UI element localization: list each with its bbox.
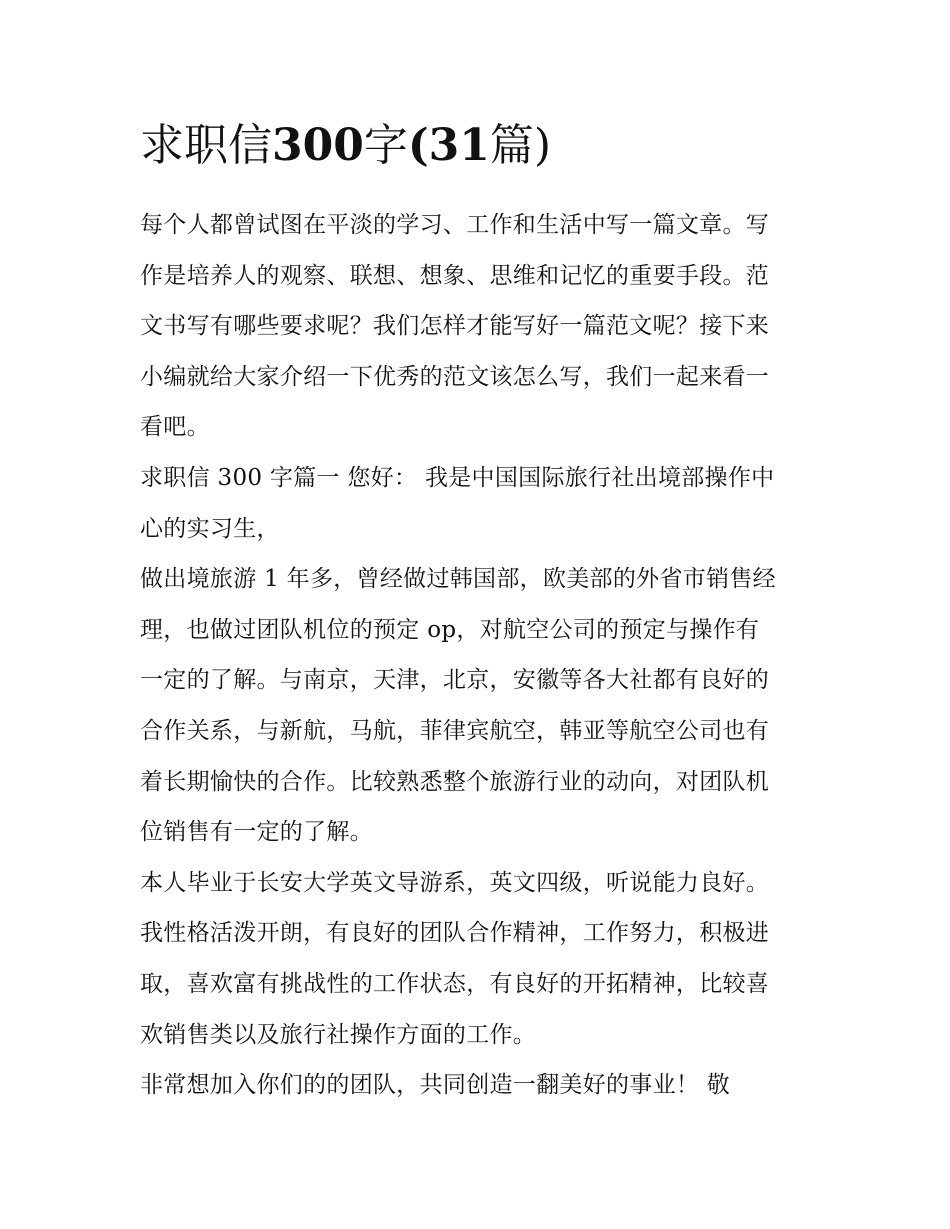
page-title (140, 115, 812, 177)
text-line: 理，也做过团队机位的预定 op，对航空公司的预定与操作有 (140, 616, 760, 643)
document-content (140, 115, 812, 1111)
text-line: 作是培养人的观察、联想、想象、思维和记忆的重要手段。范 (140, 262, 770, 289)
document-body (140, 200, 812, 1111)
text-line: 非常想加入你们的的团队，共同创造一翻美好的事业！ 敬 (140, 1072, 731, 1099)
title-part: 字 (363, 120, 408, 171)
text-line: 做出境旅游 1 年多，曾经做过韩国部，欧美部的外省市销售经 (140, 566, 776, 593)
text-line: 文书写有哪些要求呢？我们怎样才能写好一篇范文呢？接下来 (140, 313, 770, 340)
title-part: 300 (272, 120, 364, 171)
paragraph-intro (140, 200, 812, 453)
text-line: 一定的了解。与南京，天津，北京，安徽等各大社都有良好的 (140, 667, 770, 694)
text-line: 本人毕业于长安大学英文导游系，英文四级，听说能力良好。 (140, 869, 770, 896)
paragraph-closing (140, 1060, 812, 1111)
text-line: 每个人都曾试图在平淡的学习、工作和生活中写一篇文章。写 (140, 212, 770, 238)
text-line: 心的实习生， (140, 515, 280, 542)
text-line: 求职信 300 字篇一 您好： 我是中国国际旅行社出境部操作中 (140, 464, 775, 491)
paragraph-experience (140, 554, 812, 858)
text-line: 欢销售类以及旅行社操作方面的工作。 (140, 1021, 537, 1048)
title-part: 篇) (489, 120, 552, 171)
paragraph-letter-opening (140, 453, 812, 554)
text-line: 我性格活泼开朗，有良好的团队合作精神，工作努力，积极进 (140, 920, 770, 947)
text-line: 位销售有一定的了解。 (140, 819, 373, 846)
text-line: 着长期愉快的合作。比较熟悉整个旅游行业的动向，对团队机 (140, 768, 770, 795)
text-line: 合作关系，与新航，马航，菲律宾航空，韩亚等航空公司也有 (140, 717, 770, 744)
text-line: 小编就给大家介绍一下优秀的范文该怎么写，我们一起来看一 (140, 363, 770, 390)
text-line: 取，喜欢富有挑战性的工作状态，有良好的开拓精神，比较喜 (140, 970, 770, 997)
text-line: 看吧。 (140, 414, 210, 441)
title-part: (31 (407, 120, 490, 171)
paragraph-education (140, 858, 812, 1060)
title-part: 求职信 (140, 120, 272, 171)
